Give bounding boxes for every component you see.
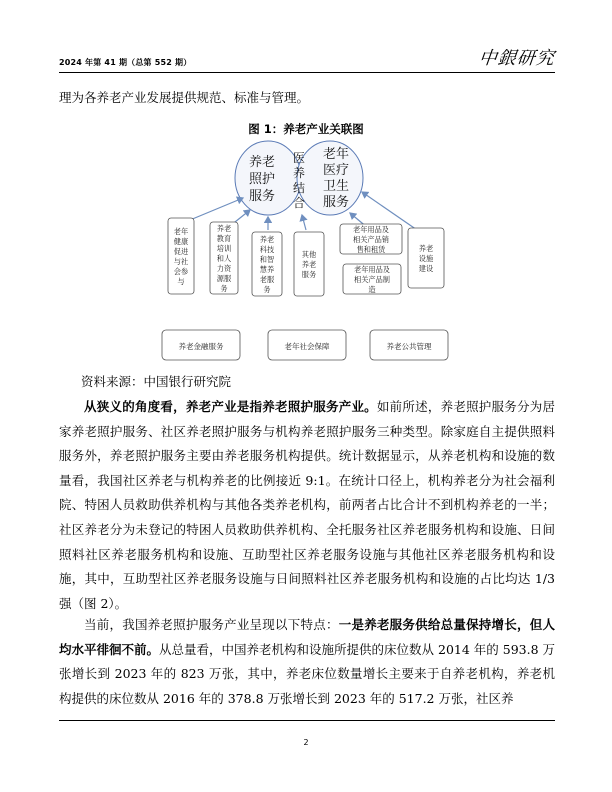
paragraph-1 [59, 395, 555, 616]
figure-source: 资料来源：中国银行研究院 [81, 374, 232, 389]
diagram-box-6-text: 设施 [418, 254, 434, 263]
diagram-box-1-text: 务 [220, 284, 228, 293]
diagram-box-4-text: 老年用品及 [353, 225, 389, 234]
paragraph-2-lead: 当前，我国养老照护服务产业呈现以下特点： [84, 617, 339, 632]
diagram-box-0-text: 与 [177, 277, 185, 286]
circle-right-label: 卫生 [322, 179, 350, 194]
diagram-box-1-text: 和人 [216, 254, 232, 263]
circle-middle-label: 医 [292, 151, 306, 165]
circle-right-label: 服务 [322, 195, 350, 210]
diagram-box-4-text: 售和租赁 [356, 245, 386, 254]
paragraph-2-bold: 一是养老服务供给总量保持增长，但人均水平徘徊不前。 [59, 617, 555, 657]
paragraph-2 [59, 613, 555, 711]
circle-right-label: 医疗 [322, 163, 350, 178]
diagram-box-0-text: 与社 [173, 257, 189, 266]
diagram-box-3-text: 服务 [301, 270, 317, 279]
diagram-box-1-text: 教育 [216, 234, 232, 243]
diagram-box-1-text: 培训 [216, 244, 232, 253]
paragraph-1-body: 如前所述，养老照护服务分为居家养老照护服务、社区养老照护服务与机构养老照护服务三种类型。除家庭自主提供照料服务外，养老照护服务主要由养老服务机构提供。统计数据显示，从养老机构和设施的数量看，我国社区养老与机构养老的比例接近 9:1。在统计口径上，机构养老分为社会福利院、特困人员救助供养机构与其他各类养老机构，前两者占比合计不到机构养老的一半；社区养老分为未登记的特困人员救助供养机构、全托服务社区养老服务机构和设施、日间照料社区养老服务机构和设施、互助型社区养老服务设施与其他社区养老服务机构和设施，其中，互助型社区养老服务设施与日间照料社区养老服务机构和设施的占比均达 1/3 强（图 2）。 [59, 399, 555, 611]
diagram-box-2-text: 科技 [259, 245, 275, 254]
logo: 中銀研究 [477, 48, 556, 69]
bottom-box-1-text: 老年社会保障 [284, 342, 330, 351]
diagram-box-6-text: 养老 [418, 244, 434, 253]
circle-right-label: 老年 [322, 147, 350, 162]
circle-middle-label: 结 [292, 181, 306, 195]
diagram-box-2-text: 务 [263, 285, 271, 294]
diagram-box-2-text: 慧养 [259, 265, 275, 274]
diagram-box-0-text: 促进 [173, 247, 189, 256]
diagram-box-5-text: 相关产品制 [354, 275, 390, 284]
diagram-box-4-text: 相关产品销 [353, 235, 389, 244]
circle-left-label: 养老 [248, 155, 276, 170]
diagram-box-1-text: 力资 [216, 264, 232, 273]
diagram-box-2-text: 老服 [259, 275, 275, 284]
diagram-box-3-text: 其他 [301, 250, 317, 259]
bottom-box-2-text: 养老公共管理 [386, 342, 432, 351]
diagram-box-0-text: 老年 [173, 227, 189, 236]
page-header [59, 42, 555, 73]
circle-left-label: 照护 [248, 172, 276, 187]
figure-title: 图 1：养老产业关联图 [248, 122, 364, 136]
diagram-box-3-text: 养老 [301, 260, 317, 269]
paragraph-1-lead: 从狭义的角度看，养老产业是指养老照护服务产业。 [84, 399, 377, 414]
circle-middle-label: 合 [292, 196, 306, 210]
footer-rule [59, 720, 555, 721]
diagram-box-6-text: 建设 [418, 264, 434, 273]
diagram-box-1-text: 养老 [216, 224, 232, 233]
diagram-box-0-text: 健康 [173, 237, 189, 246]
intro-line: 理为各养老产业发展提供规范、标准与管理。 [59, 90, 310, 105]
circle-left-label: 服务 [248, 189, 276, 204]
paragraph-2-body: 从总量看，中国养老机构和设施所提供的床位数从 2014 年的 593.8 万张增长到 2023 年的 823 万张，其中，养老床位数量增长主要来于自养老机构，养老机构提供的床位数从 2016 年的 378.8 万张增长到 2023 年的 517.2 万张，社区养 [59, 641, 556, 706]
diagram-box-2-text: 和智 [259, 255, 275, 264]
issue-label: 2024 年第 41 期（总第 552 期） [59, 58, 192, 67]
bottom-box-0-text: 养老金融服务 [178, 342, 224, 351]
diagram-box-1-text: 源服 [216, 274, 232, 283]
diagram-box-5-text: 造 [368, 285, 376, 294]
diagram-box-5-text: 老年用品及 [354, 265, 390, 274]
circle-middle-label: 养 [292, 166, 306, 180]
diagram-box-2-text: 养老 [259, 235, 275, 244]
page-number: 2 [303, 738, 309, 747]
diagram-box-0-text: 会参 [173, 267, 189, 276]
industry-diagram [150, 140, 460, 365]
